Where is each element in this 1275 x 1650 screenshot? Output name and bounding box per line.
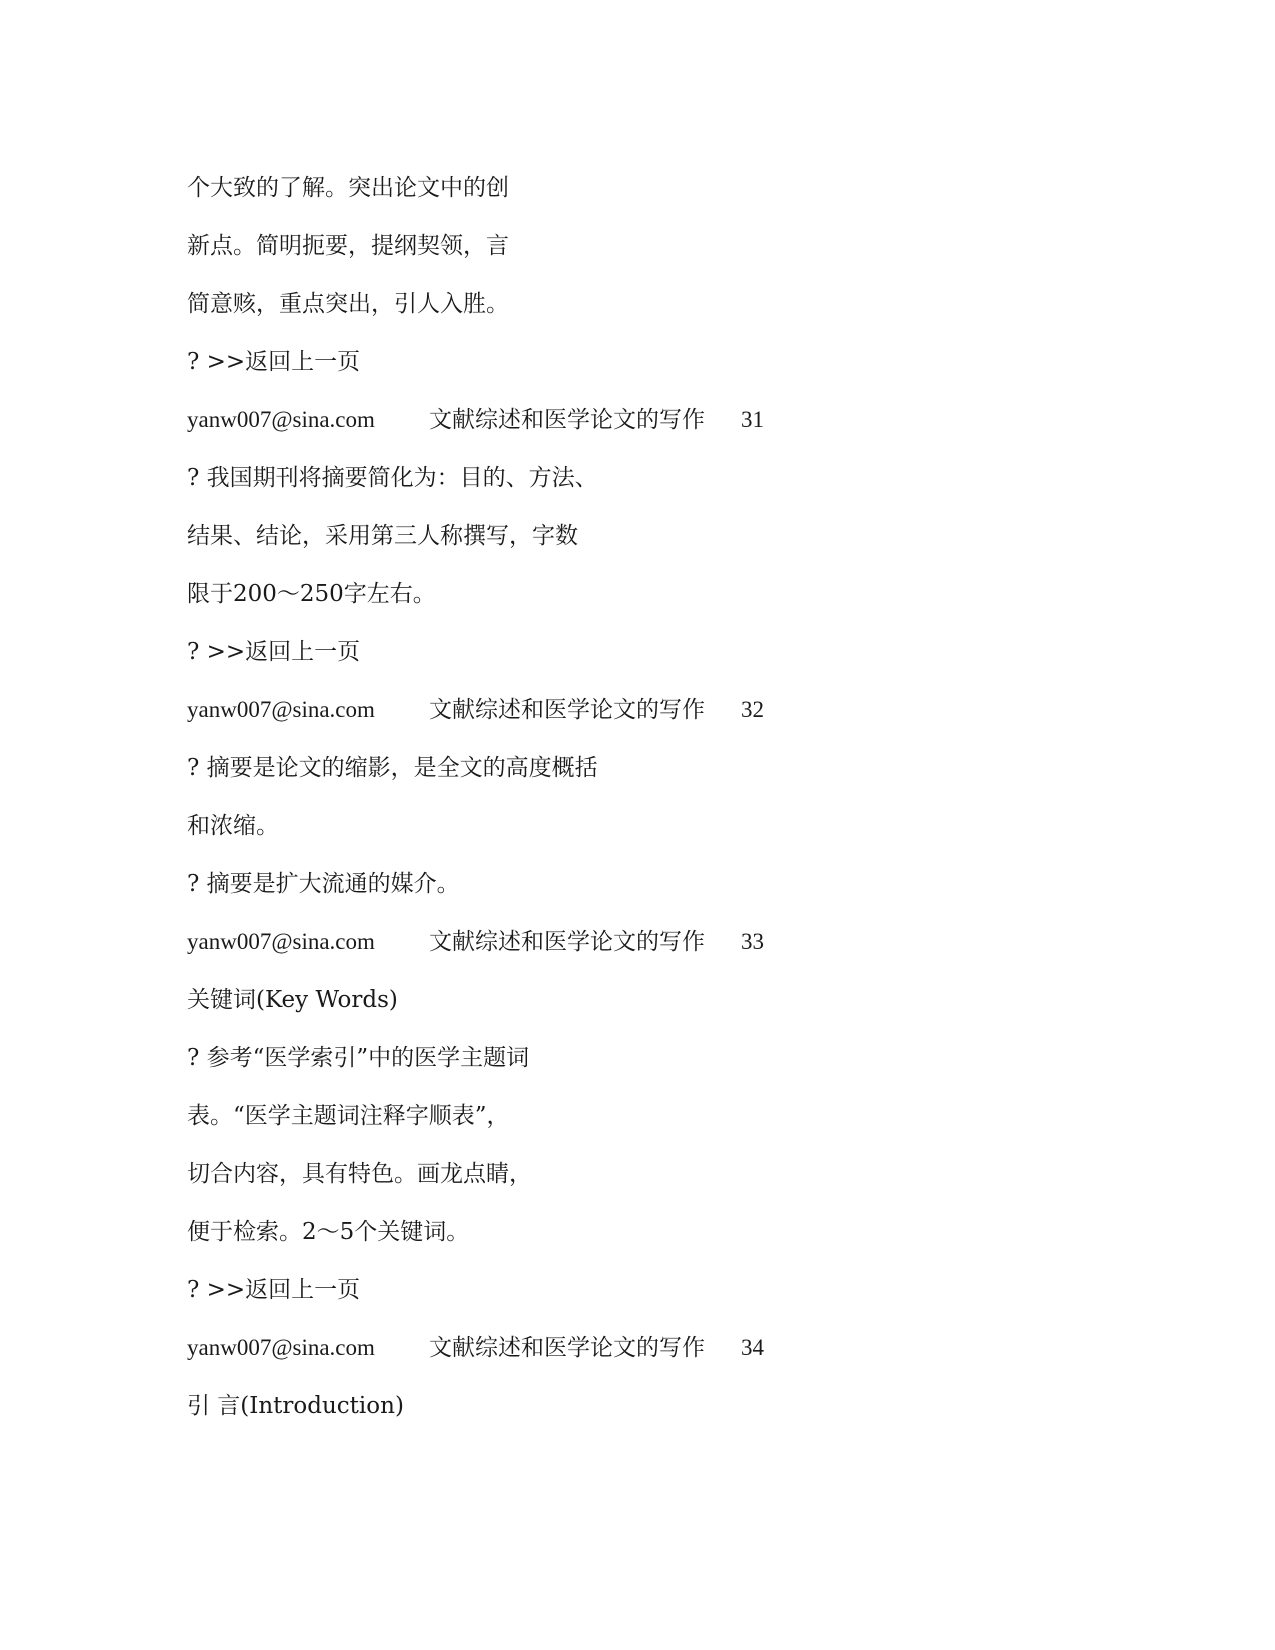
text-line: 新点。简明扼要，提纲契领，言 [187, 233, 509, 259]
footer-email: yanw007@sina.com [187, 697, 375, 722]
footer-title: 文献综述和医学论文的写作 [429, 697, 705, 723]
section-heading: 引 言(Introduction) [187, 1393, 404, 1419]
footer-email: yanw007@sina.com [187, 407, 375, 432]
text-line: 个大致的了解。突出论文中的创 [187, 175, 509, 201]
footer-page-number: 32 [741, 697, 764, 722]
footer-page-number: 31 [741, 407, 764, 432]
back-link[interactable]: ? >>返回上一页 [187, 639, 361, 665]
text-line: ? 摘要是扩大流通的媒介。 [187, 871, 460, 897]
text-line: 表。“医学主题词注释字顺表”， [187, 1103, 510, 1129]
text-line: 结果、结论，采用第三人称撰写，字数 [187, 523, 578, 549]
footer-title: 文献综述和医学论文的写作 [429, 929, 705, 955]
text-line: 限于200～250字左右。 [187, 581, 436, 607]
text-line: 简意赅，重点突出，引人入胜。 [187, 291, 509, 317]
text-line: ? 参考“医学索引”中的医学主题词 [187, 1045, 530, 1071]
back-link[interactable]: ? >>返回上一页 [187, 1277, 361, 1303]
footer-page-number: 33 [741, 929, 764, 954]
footer-email: yanw007@sina.com [187, 1335, 375, 1360]
text-line: ? 摘要是论文的缩影，是全文的高度概括 [187, 755, 598, 781]
back-link[interactable]: ? >>返回上一页 [187, 349, 361, 375]
section-heading: 关键词(Key Words) [187, 987, 398, 1013]
text-line: 便于检索。2～5个关键词。 [187, 1219, 470, 1245]
footer-title: 文献综述和医学论文的写作 [429, 407, 705, 433]
text-line: 和浓缩。 [187, 813, 279, 839]
footer-page-number: 34 [741, 1335, 764, 1360]
text-line: 切合内容，具有特色。画龙点睛， [187, 1161, 532, 1187]
text-line: ? 我国期刊将摘要简化为：目的、方法、 [187, 465, 598, 491]
footer-title: 文献综述和医学论文的写作 [429, 1335, 705, 1361]
footer-email: yanw007@sina.com [187, 929, 375, 954]
